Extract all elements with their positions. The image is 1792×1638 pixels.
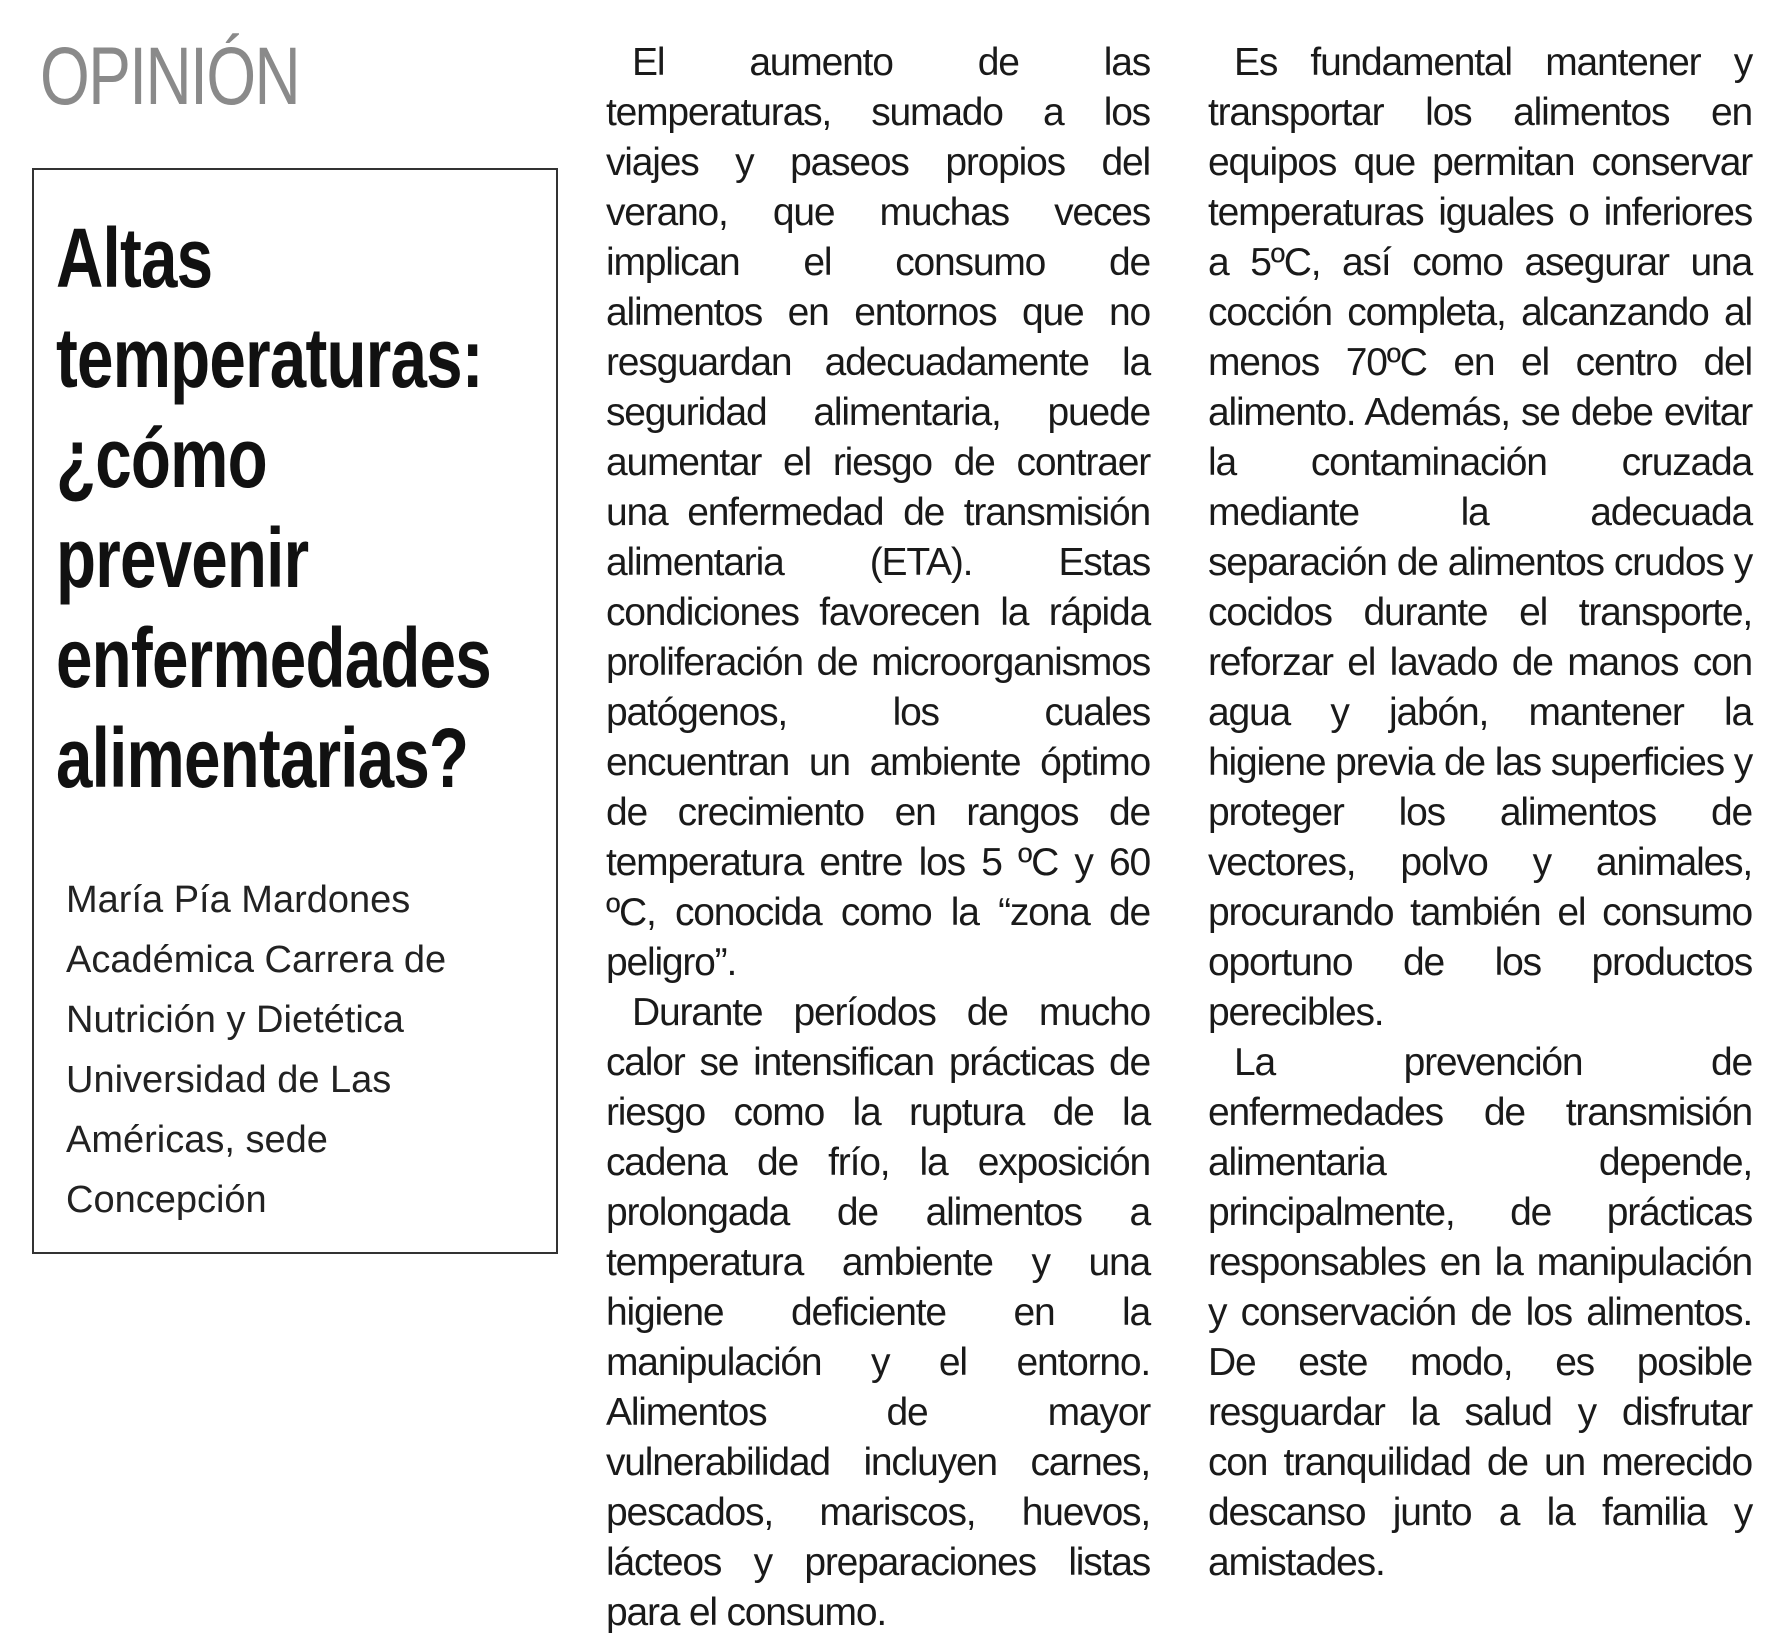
author-byline xyxy=(66,870,536,1230)
article-paragraph: La prevención de enfermedades de transmisión alimentaria depende, principalmente, de prácticas responsables en la manipulación y conservación de los alimentos. De este modo, es posible resguardar la salud y disfrutar con tranquilidad de un merecido descanso junto a la familia y amistades. xyxy=(1208,1041,1752,1584)
headline xyxy=(56,208,540,808)
headline-box xyxy=(32,168,558,1254)
headline-line: temperaturas: xyxy=(56,311,483,405)
author-name: María Pía Mardones xyxy=(66,879,411,921)
author-title: Nutrición y Dietética xyxy=(66,999,404,1041)
author-title: Académica Carrera de xyxy=(66,939,447,981)
author-affiliation: Concepción xyxy=(66,1179,267,1221)
article-column-2 xyxy=(1208,38,1752,1588)
article-column-1 xyxy=(606,38,1150,1638)
author-affiliation: Universidad de Las xyxy=(66,1059,392,1101)
headline-line: enfermedades xyxy=(56,611,491,705)
headline-line: alimentarias? xyxy=(56,711,469,805)
author-affiliation: Américas, sede xyxy=(66,1119,328,1161)
article-paragraph: Es fundamental mantener y transportar los alimentos en equipos que permitan conservar temperaturas iguales o inferiores a 5ºC, así como asegurar una cocción completa, alcanzando al menos 70ºC en el centro del alimento. Además, se debe evitar la contaminación cruzada mediante la adecuada separación de alimentos crudos y cocidos durante el transporte, reforzar el lavado de manos con agua y jabón, mantener la higiene previa de las superficies y proteger los alimentos de vectores, polvo y animales, procurando también el consumo oportuno de los productos perecibles. xyxy=(1208,41,1752,1034)
headline-line: Altas xyxy=(56,211,213,305)
headline-line: prevenir xyxy=(56,511,309,605)
article-paragraph: El aumento de las temperaturas, sumado a los viajes y paseos propios del verano, que muchas veces implican el consumo de alimentos en entornos que no resguardan adecuadamente la seguridad alimentaria, puede aumentar el riesgo de contraer una enfermedad de transmisión alimentaria (ETA). Estas condiciones favorecen la rápida proliferación de microorganismos patógenos, los cuales encuentran un ambiente óptimo de crecimiento en rangos de temperatura entre los 5 ºC y 60 ºC, conocida como la “zona de peligro”. xyxy=(606,41,1150,984)
headline-line: ¿cómo xyxy=(56,411,267,505)
section-label: OPINIÓN xyxy=(40,31,300,122)
article-paragraph: Durante períodos de mucho calor se intensifican prácticas de riesgo como la ruptura de la cadena de frío, la exposición prolongada de alimentos a temperatura ambiente y una higiene deficiente en la manipulación y el entorno. Alimentos de mayor vulnerabilidad incluyen carnes, pescados, mariscos, huevos, lácteos y preparaciones listas para el consumo. xyxy=(606,991,1150,1634)
